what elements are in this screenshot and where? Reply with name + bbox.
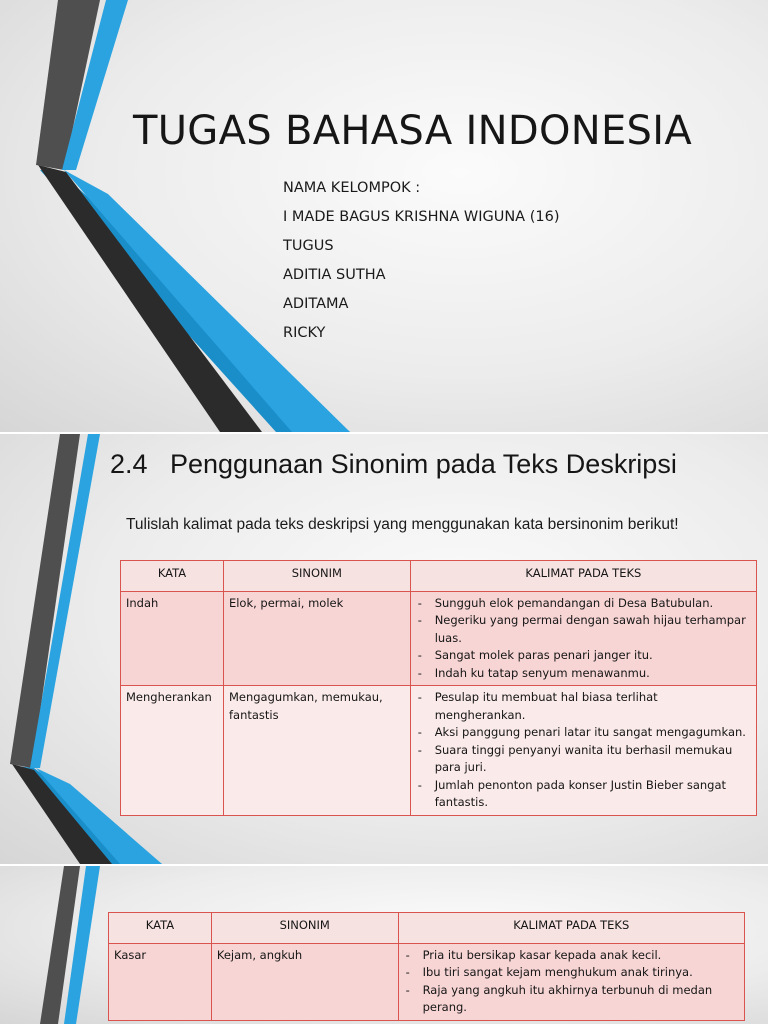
slide-heading [110, 449, 677, 480]
header-kalimat: KALIMAT PADA TEKS [410, 561, 756, 592]
cell-kata: Kasar [109, 943, 212, 1020]
synonym-table [108, 912, 745, 1021]
cell-kata: Mengherankan [121, 686, 224, 816]
table-header-row [109, 913, 745, 944]
presentation-title: TUGAS BAHASA INDONESIA [133, 108, 692, 154]
member-name: RICKY [283, 325, 326, 341]
example-sentence: - Raja yang angkuh itu akhirnya terbunuh di medan perang. [404, 982, 739, 1017]
slide-title [0, 0, 768, 432]
table-header-row [121, 561, 757, 592]
cell-sinonim: Mengagumkan, memukau, fantastis [223, 686, 410, 816]
synonym-table [120, 560, 757, 816]
section-title: Penggunaan Sinonim pada Teks Deskripsi [170, 449, 677, 479]
cell-kalimat [410, 591, 756, 686]
slide-synonyms [0, 434, 768, 864]
member-list-heading: NAMA KELOMPOK : [283, 180, 421, 196]
slide-synonyms-continued [0, 866, 768, 1024]
table-row [121, 591, 757, 686]
example-sentence: - Ibu tiri sangat kejam menghukum anak tirinya. [404, 964, 739, 982]
example-sentence: - Pesulap itu membuat hal biasa terlihat mengherankan. [416, 689, 751, 724]
cell-kalimat [410, 686, 756, 816]
table-row [121, 686, 757, 816]
example-sentence: - Aksi panggung penari latar itu sangat mengagumkan. [416, 724, 751, 742]
example-sentence: - Indah ku tatap senyum menawanmu. [416, 665, 751, 683]
member-name: ADITAMA [283, 296, 349, 312]
header-sinonim: SINONIM [211, 913, 398, 944]
example-sentence: - Sangat molek paras penari janger itu. [416, 647, 751, 665]
cell-sinonim: Kejam, angkuh [211, 943, 398, 1020]
section-number: 2.4 [110, 449, 148, 479]
member-name: TUGUS [283, 238, 334, 254]
member-list [283, 178, 559, 352]
cell-kalimat [398, 943, 744, 1020]
cell-sinonim: Elok, permai, molek [223, 591, 410, 686]
header-kata: KATA [109, 913, 212, 944]
cell-kata: Indah [121, 591, 224, 686]
header-sinonim: SINONIM [223, 561, 410, 592]
instruction-text: Tulislah kalimat pada teks deskripsi yang menggunakan kata bersinonim berikut! [126, 516, 679, 533]
example-sentence: - Negeriku yang permai dengan sawah hijau terhampar luas. [416, 612, 751, 647]
header-kalimat: KALIMAT PADA TEKS [398, 913, 744, 944]
example-sentence: - Pria itu bersikap kasar kepada anak kecil. [404, 947, 739, 965]
header-kata: KATA [121, 561, 224, 592]
example-sentence: - Suara tinggi penyanyi wanita itu berhasil memukau para juri. [416, 742, 751, 777]
table-row [109, 943, 745, 1020]
example-sentence: - Sungguh elok pemandangan di Desa Batubulan. [416, 595, 751, 613]
member-name: ADITIA SUTHA [283, 267, 386, 283]
member-name: I MADE BAGUS KRISHNA WIGUNA (16) [283, 209, 560, 225]
example-sentence: - Jumlah penonton pada konser Justin Bieber sangat fantastis. [416, 777, 751, 812]
